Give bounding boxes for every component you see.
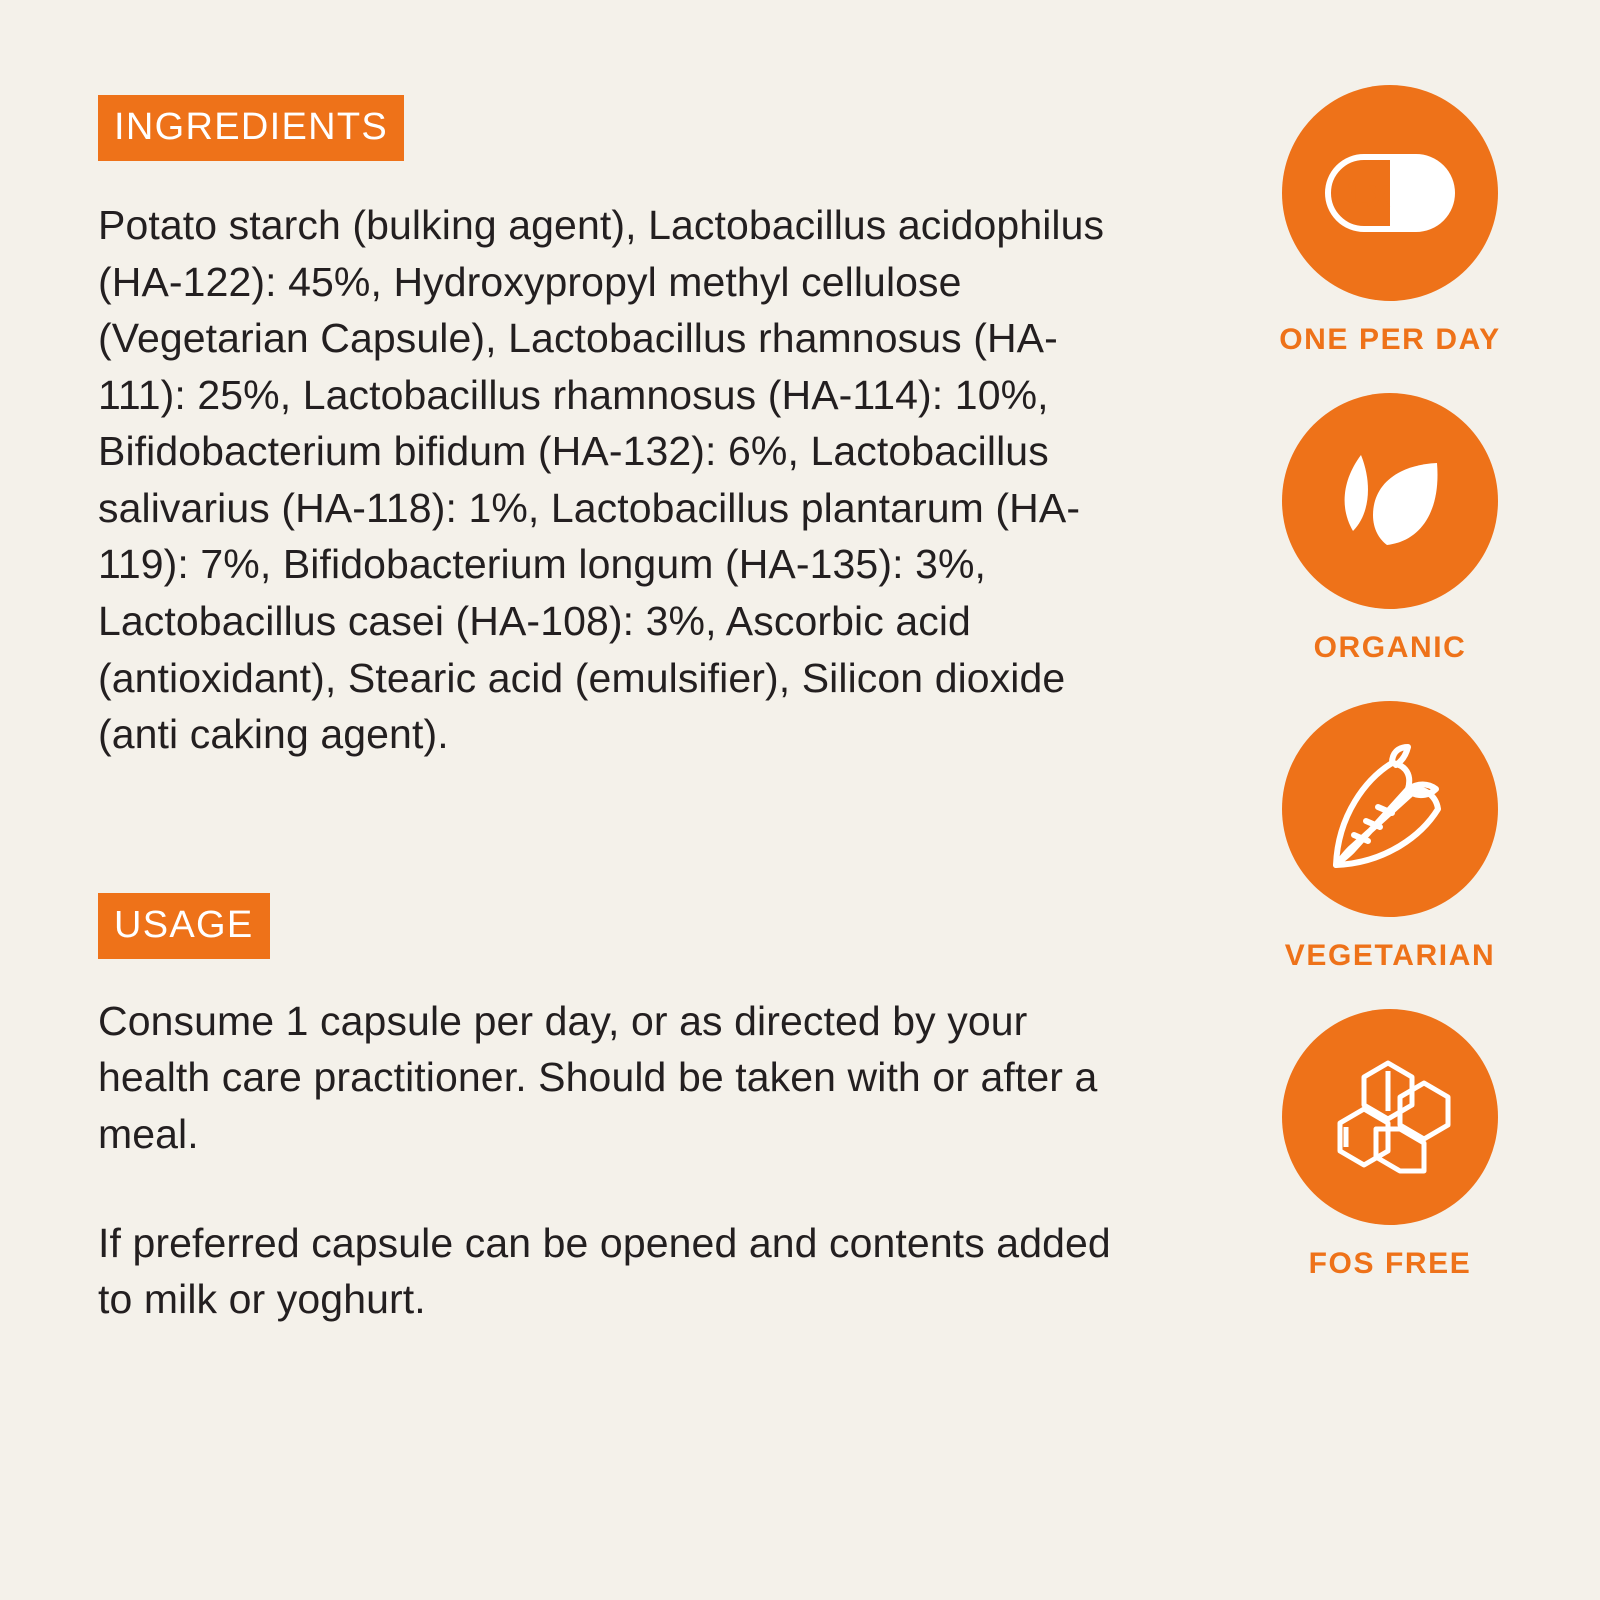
badge-circle [1282, 85, 1498, 301]
badge-fos-free [1282, 1009, 1498, 1281]
badge-label: FOS FREE [1308, 1247, 1472, 1280]
badge-circle [1282, 393, 1498, 609]
capsule-icon [1325, 154, 1455, 232]
leaves-icon [1325, 445, 1455, 557]
usage-section [98, 893, 1180, 1328]
badge-organic [1282, 393, 1498, 665]
badge-label: VEGETARIAN [1284, 939, 1496, 972]
ingredients-body: Potato starch (bulking agent), Lactobacillus acidophilus (HA-122): 45%, Hydroxypropyl methyl cellulose (Vegetarian Capsule), Lactobacillus rhamnosus (HA-111): 25%, Lactobacillus rhamnosus (HA-114): 10%, Bifidobacterium bifidum (HA-132): 6%, Lactobacillus salivarius (HA-118): 1%, Lactobacillus plantarum (HA-119): 7%, Bifidobacterium longum (HA-135): 3%, Lactobacillus casei (HA-108): 3%, Ascorbic acid (antioxidant), Stearic acid (emulsifier), Silicon dioxide (anti caking agent). [98, 202, 1105, 758]
badge-vegetarian [1282, 701, 1498, 973]
carrot-icon [1326, 743, 1454, 875]
usage-paragraph-2: If preferred capsule can be opened and contents added to milk or yoghurt. [98, 1219, 1111, 1323]
badge-circle [1282, 701, 1498, 917]
ingredients-section [98, 95, 1180, 763]
usage-body [98, 993, 1180, 1328]
capsule-icon-text: 1x [1346, 172, 1391, 216]
usage-heading: USAGE [98, 893, 270, 959]
badge-label: ORGANIC [1313, 631, 1467, 664]
ingredients-heading: INGREDIENTS [98, 95, 404, 161]
badge-circle [1282, 1009, 1498, 1225]
badge-label: ONE PER DAY [1279, 323, 1501, 356]
badge-one-per-day [1279, 85, 1501, 357]
section-spacer [98, 763, 1180, 893]
usage-paragraph-1: Consume 1 capsule per day, or as directed by your health care practitioner. Should be taken with or after a meal. [98, 997, 1098, 1157]
molecule-icon [1324, 1057, 1456, 1177]
badge-column [1180, 0, 1600, 1600]
